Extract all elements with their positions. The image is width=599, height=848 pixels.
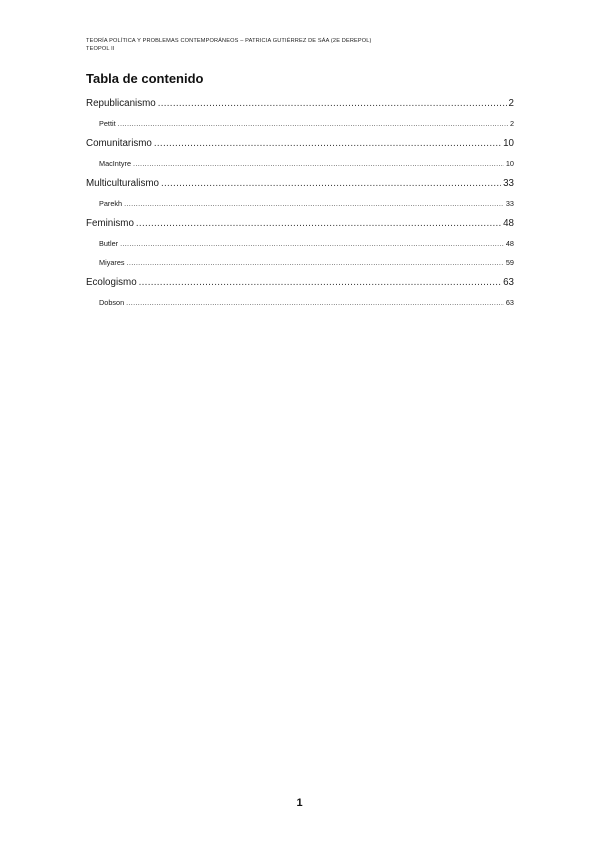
toc-dot-leader: [154, 137, 501, 151]
toc-entry-subsection[interactable]: [86, 118, 514, 137]
toc-entry-section[interactable]: [86, 177, 514, 198]
toc-entry-section[interactable]: [86, 97, 514, 118]
toc-dot-leader: [133, 158, 504, 170]
toc-entry-subsection[interactable]: [86, 238, 514, 257]
toc-entry-page-number[interactable]: 10: [503, 138, 514, 149]
toc-entry-page-number[interactable]: 48: [503, 218, 514, 229]
toc-dot-leader: [118, 118, 508, 130]
toc-dot-leader: [161, 177, 501, 191]
toc-entry-page-number[interactable]: 2: [508, 98, 514, 109]
toc-dot-leader: [126, 297, 504, 309]
toc-entry-title[interactable]: Miyares: [99, 258, 125, 267]
toc-entry-title[interactable]: MacIntyre: [99, 159, 132, 168]
page-number: 1: [296, 797, 303, 809]
toc-dot-leader: [120, 238, 504, 250]
toc-entry-page-number[interactable]: 48: [505, 239, 514, 248]
toc-heading: Tabla de contenido: [86, 71, 204, 86]
toc-entry-title[interactable]: Comunitarismo: [86, 138, 152, 149]
toc-entry-section[interactable]: [86, 276, 514, 297]
toc-entry-subsection[interactable]: [86, 198, 514, 217]
toc-entry-title[interactable]: Pettit: [99, 119, 116, 128]
toc-entry-title[interactable]: Republicanismo: [86, 98, 156, 109]
toc-entry-page-number[interactable]: 63: [503, 277, 514, 288]
toc-entry-title[interactable]: Butler: [99, 239, 119, 248]
toc-dot-leader: [127, 257, 504, 269]
toc-entry-title[interactable]: Dobson: [99, 298, 125, 307]
toc-entry-title[interactable]: Ecologismo: [86, 277, 137, 288]
toc-entry-subsection[interactable]: [86, 257, 514, 276]
toc-entry-subsection[interactable]: [86, 158, 514, 177]
toc-entry-page-number[interactable]: 10: [505, 159, 514, 168]
toc-entry-title[interactable]: Multiculturalismo: [86, 178, 159, 189]
header-title-line: TEORÍA POLÍTICA Y PROBLEMAS CONTEMPORÁNEOS – PATRICIA GUTIÉRREZ DE SÁA (2E DEREPOL): [86, 38, 372, 44]
toc-entry-page-number[interactable]: 59: [505, 258, 514, 267]
running-header: [86, 37, 526, 53]
toc-entry-title[interactable]: Feminismo: [86, 218, 134, 229]
header-subtitle-line: TEOPOL II: [86, 46, 115, 52]
toc-dot-leader: [124, 198, 504, 210]
toc-entry-title[interactable]: Parekh: [99, 199, 123, 208]
toc-entry-subsection[interactable]: [86, 297, 514, 316]
toc-entry-section[interactable]: [86, 137, 514, 158]
table-of-contents: [86, 97, 514, 316]
toc-dot-leader: [136, 217, 501, 231]
toc-dot-leader: [139, 276, 501, 290]
toc-dot-leader: [158, 97, 507, 111]
toc-entry-page-number[interactable]: 33: [505, 199, 514, 208]
toc-entry-page-number[interactable]: 2: [509, 119, 514, 128]
toc-entry-section[interactable]: [86, 217, 514, 238]
toc-entry-page-number[interactable]: 33: [503, 178, 514, 189]
toc-entry-page-number[interactable]: 63: [505, 298, 514, 307]
